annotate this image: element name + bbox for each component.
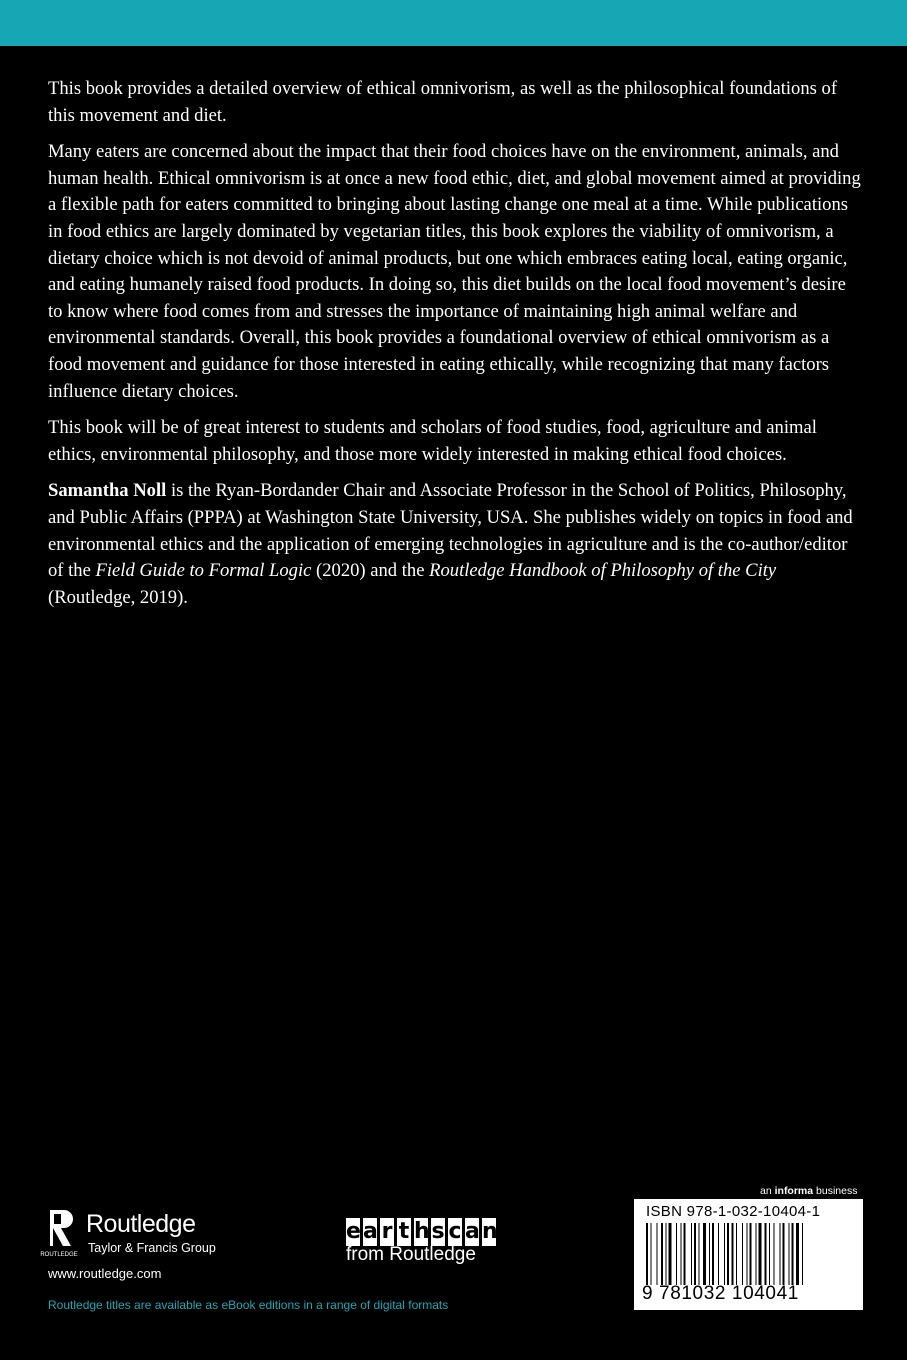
author-bio-text-2: (2020) and the xyxy=(311,560,430,582)
description-paragraph-1: This book provides a detailed overview of ethical omnivorism, as well as the philosophical foundations of this movement and diet. xyxy=(48,78,838,126)
routledge-logo xyxy=(40,1208,246,1260)
publisher-group: Taylor & Francis Group xyxy=(88,1241,216,1255)
earthscan-letter: n xyxy=(482,1219,498,1244)
barcode-icon xyxy=(646,1223,851,1285)
svg-text:ROUTLEDGE: ROUTLEDGE xyxy=(40,1252,78,1258)
earthscan-letter: t xyxy=(398,1219,410,1244)
informa-prefix: an xyxy=(760,1185,775,1197)
isbn-barcode-panel xyxy=(634,1199,863,1310)
top-color-band xyxy=(0,0,907,46)
earthscan-letter: s xyxy=(431,1219,445,1244)
book-title-2: Routledge Handbook of Philosophy of the City xyxy=(429,560,777,582)
publisher-name: Routledge xyxy=(86,1210,196,1238)
author-bio-text-1: is the Ryan-Bordander Chair and Associate Professor in the School of Politics, Philosophy, and Public Affairs (PPPA) at Washington State University, USA. She publishes widely on topics in food and environmental ethics and the application of emerging technologies in agriculture and is the co-author/editor of the xyxy=(48,480,853,582)
informa-brand: informa xyxy=(774,1185,814,1197)
earthscan-letter: a xyxy=(465,1219,480,1244)
author-name: Samantha Noll xyxy=(48,480,167,502)
description-paragraph-3: This book will be of great interest to students and scholars of food studies, food, agriculture and animal ethics, environmental philosophy, and those more widely interested in making ethical food choices. xyxy=(48,417,817,465)
earthscan-letter: r xyxy=(381,1219,393,1244)
author-bio xyxy=(48,478,863,611)
informa-suffix: business xyxy=(813,1185,858,1197)
publisher-url[interactable]: www.routledge.com xyxy=(48,1266,162,1281)
imprint-from-label: from Routledge xyxy=(346,1244,476,1265)
isbn-label: ISBN 978-1-032-10404-1 xyxy=(646,1203,821,1220)
earthscan-letter: h xyxy=(414,1219,430,1244)
author-bio-text-3: (Routledge, 2019). xyxy=(48,586,188,608)
earthscan-letter: c xyxy=(448,1219,462,1244)
earthscan-letter: a xyxy=(363,1219,378,1244)
informa-tagline xyxy=(760,1185,857,1197)
book-title-1: Field Guide to Formal Logic xyxy=(95,560,312,582)
description-paragraph-2: Many eaters are concerned about the impact that their food choices have on the environment, animals, and human health. Ethical omnivorism is at once a new food ethic, diet, and global movement aimed at providing a flexible path for eaters committed to bringing about lasting change one meal at a time. While publications in food ethics are largely dominated by vegetarian titles, this book explores the viability of omnivorism, a dietary choice which is not devoid of animal products, but one which embraces eating local, eating organic, and eating humanely raised food products. In doing so, this diet builds on the local food movement’s desire to know where food comes from and stresses the importance of maintaining high animal welfare and environmental standards. Overall, this book provides a foundational overview of ethical omnivorism as a food movement and guidance for those interested in eating ethically, while recognizing that many factors influence dietary choices. xyxy=(48,141,861,402)
routledge-r-icon xyxy=(40,1208,78,1258)
earthscan-letter: e xyxy=(346,1219,361,1244)
back-cover-text xyxy=(48,76,863,621)
ebook-note: Routledge titles are available as eBook editions in a range of digital formats xyxy=(48,1298,449,1312)
barcode-digits: 9 781032 104041 xyxy=(642,1283,799,1304)
